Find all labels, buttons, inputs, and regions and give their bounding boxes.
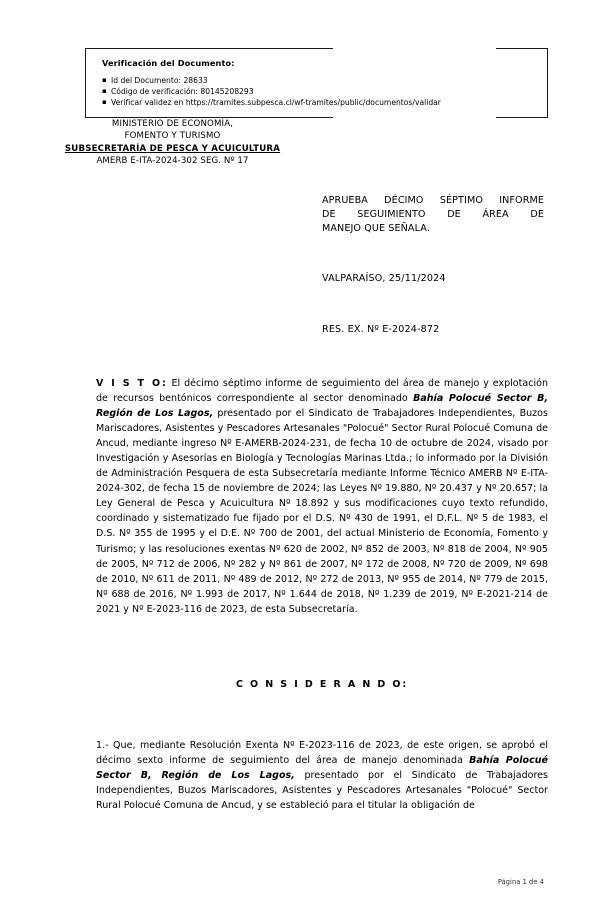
letterhead-reference: AMERB E-ITA-2024-302 SEG. Nº 17 xyxy=(96,156,249,167)
verification-box-title: Verificación del Documento: xyxy=(102,58,235,68)
visto-text-part-1: El décimo séptimo informe de seguimiento del área de manejo y explotación de recursos bentónicos correspondiente al sector denominado xyxy=(96,378,548,405)
place-and-date: VALPARAÍSO, 25/11/2024 xyxy=(322,273,446,284)
subject-line-3: MANEJO QUE SEÑALA. xyxy=(322,223,430,235)
verification-item-text: Código de verificación: 80145208293 xyxy=(111,87,254,97)
verification-item-text[interactable]: Verificar validez en https://tramites.subpesca.cl/wf-tramites/public/documentos/validar xyxy=(111,98,441,108)
bullet-icon: ▪ xyxy=(102,87,107,96)
letterhead xyxy=(0,118,345,168)
verification-box xyxy=(85,48,548,118)
visto-keyword: V I S T O: xyxy=(96,378,168,389)
subject-line-1: APRUEBA DÉCIMO SÉPTIMO INFORME xyxy=(322,195,544,206)
verification-item-document-id xyxy=(102,75,547,86)
visto-text-part-2: presentado por el Sindicato de Trabajadores Independientes, Buzos Mariscadores, Asistentes y Pescadores Artesanales "Polocué" Sector Rural Polocué Comuna de Ancud, mediante ingreso Nº E-AMERB-2024-231, de fecha 10 de octubre de 2024, visado por Investigación y Asesorías en Biología y Tecnologías Marinas Ltda.; lo informado por la División de Administración Pesquera de esta Subsecretaría mediante Informe Técnico AMERB Nº E-ITA-2024-302, de fecha 15 de noviembre de 2024; las Leyes Nº 19.880, Nº 20.437 y Nº 20.657; la Ley General de Pesca y Acuicultura Nº 18.892 y sus modificaciones cuyo texto refundido, coordinado y sistematizado fue fijado por el D.S. Nº 430 de 1991, el D.F.L. Nº 5 de 1983, el D.S. Nº 355 de 1995 y el D.E. Nº 700 de 2001, del actual Ministerio de Economía, Fomento y Turismo; y las resoluciones exentas Nº 620 de 2002, Nº 852 de 2003, Nº 818 de 2004, Nº 905 de 2005, Nº 712 de 2006, Nº 282 y Nº 861 de 2007, Nº 172 de 2008, Nº 720 de 2009, Nº 698 de 2010, Nº 611 de 2011, Nº 489 de 2012, Nº 272 de 2013, Nº 955 de 2014, Nº 779 de 2015, Nº 688 de 2016, Nº 1.993 de 2017, Nº 1.644 de 2018, Nº 1.239 de 2019, Nº E-2021-214 de 2021 y Nº E-2023-116 de 2023, de esta Subsecretaría. xyxy=(96,408,548,615)
page-footer: Página 1 de 4 xyxy=(497,878,544,886)
considerando-text-part-2: presentado por el Sindicato de Trabajadores Independientes, Buzos Mariscadores, Asistentes y Pescadores Artesanales "Polocué" Sector Rural Polocué Comuna de Ancud, y se estableció para el titular la obligación de xyxy=(96,770,548,812)
considerando-text-part-1: Que, mediante Resolución Exenta Nº E-2023-116 de 2023, de este origen, se aprobó el décimo sexto informe de seguimiento del área de manejo denominada xyxy=(96,740,548,767)
considerando-item-1 xyxy=(96,738,548,813)
considerando-area-name: Bahía Polocué Sector B, Región de Los Lagos, xyxy=(96,755,548,782)
letterhead-ministry-line-1: MINISTERIO DE ECONOMÍA, xyxy=(111,119,234,129)
verification-item-code xyxy=(102,86,547,97)
bullet-icon: ▪ xyxy=(102,76,107,84)
bullet-icon: ▪ xyxy=(102,98,107,107)
resolution-number: RES. EX. Nº E-2024-872 xyxy=(322,324,440,335)
letterhead-ministry-line-2: FOMENTO Y TURISMO xyxy=(124,131,221,142)
letterhead-organization: SUBSECRETARÍA DE PESCA Y ACUICULTURA xyxy=(64,143,281,154)
verification-item-list xyxy=(86,75,547,109)
visto-area-name: Bahía Polocué Sector B, Región de Los Lagos, xyxy=(96,393,549,420)
considerando-heading: C O N S I D E R A N D O: xyxy=(235,679,409,690)
considerando-item-number: 1.- xyxy=(96,740,109,751)
verification-item-url[interactable] xyxy=(102,97,547,108)
subject-line-2: DE SEGUIMIENTO DE ÁREA DE xyxy=(322,209,544,221)
verification-item-text: Id del Documento: 28633 xyxy=(111,76,208,85)
visto-paragraph xyxy=(96,376,548,617)
document-subject-title xyxy=(322,194,544,237)
